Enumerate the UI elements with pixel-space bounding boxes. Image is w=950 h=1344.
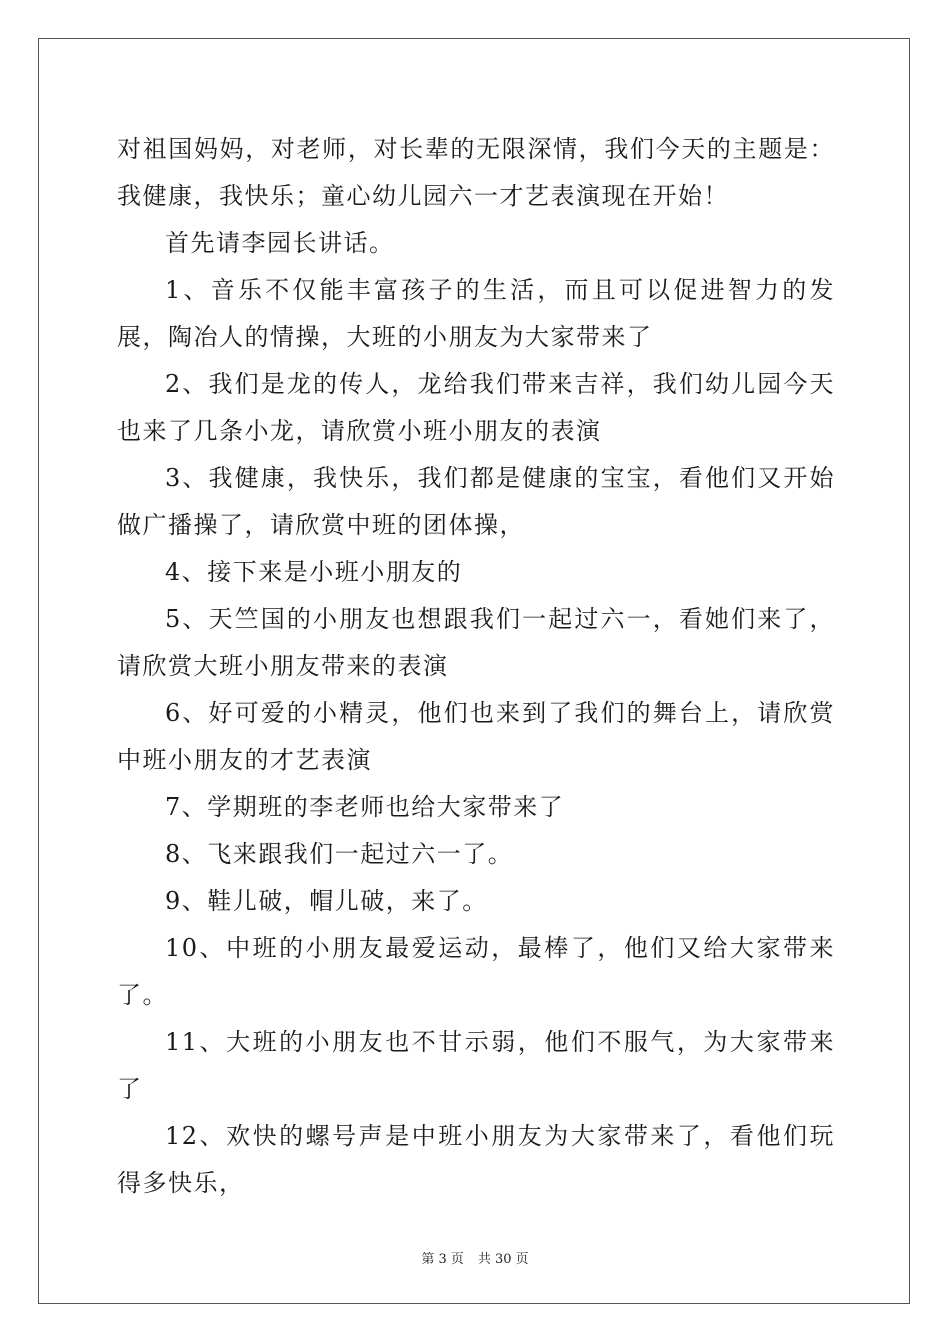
page-footer — [0, 1248, 950, 1267]
paragraph: 6、好可爱的小精灵，他们也来到了我们的舞台上，请欣赏中班小朋友的才艺表演 — [117, 699, 835, 774]
paragraph: 2、我们是龙的传人，龙给我们带来吉祥，我们幼儿园今天也来了几条小龙，请欣赏小班小朋友的表演 — [117, 370, 835, 445]
paragraph: 1、音乐不仅能丰富孩子的生活，而且可以促进智力的发展，陶冶人的情操，大班的小朋友为大家带来了 — [117, 276, 835, 351]
paragraph: 首先请李园长讲话。 — [165, 229, 395, 257]
paragraph: 11、大班的小朋友也不甘示弱，他们不服气，为大家带来了 — [117, 1028, 835, 1103]
paragraph: 3、我健康，我快乐，我们都是健康的宝宝，看他们又开始做广播操了，请欣赏中班的团体操， — [117, 464, 835, 539]
paragraph: 12、欢快的螺号声是中班小朋友为大家带来了，看他们玩得多快乐， — [117, 1122, 835, 1197]
paragraph: 7、学期班的李老师也给大家带来了 — [165, 793, 565, 821]
paragraph: 对祖国妈妈，对老师，对长辈的无限深情，我们今天的主题是：我健康，我快乐；童心幼儿园六一才艺表演现在开始！ — [117, 135, 835, 210]
paragraph: 9、鞋儿破，帽儿破，来了。 — [165, 887, 488, 915]
page-total: 共 30 页 — [477, 1252, 529, 1267]
document-body — [117, 126, 835, 1207]
paragraph: 10、中班的小朋友最爱运动，最棒了，他们又给大家带来了。 — [117, 934, 835, 1009]
paragraph: 8、飞来跟我们一起过六一了。 — [165, 840, 514, 868]
page-number: 第 3 页 — [421, 1252, 464, 1267]
paragraph: 4、接下来是小班小朋友的 — [165, 558, 463, 586]
paragraph: 5、天竺国的小朋友也想跟我们一起过六一，看她们来了，请欣赏大班小朋友带来的表演 — [117, 605, 835, 680]
